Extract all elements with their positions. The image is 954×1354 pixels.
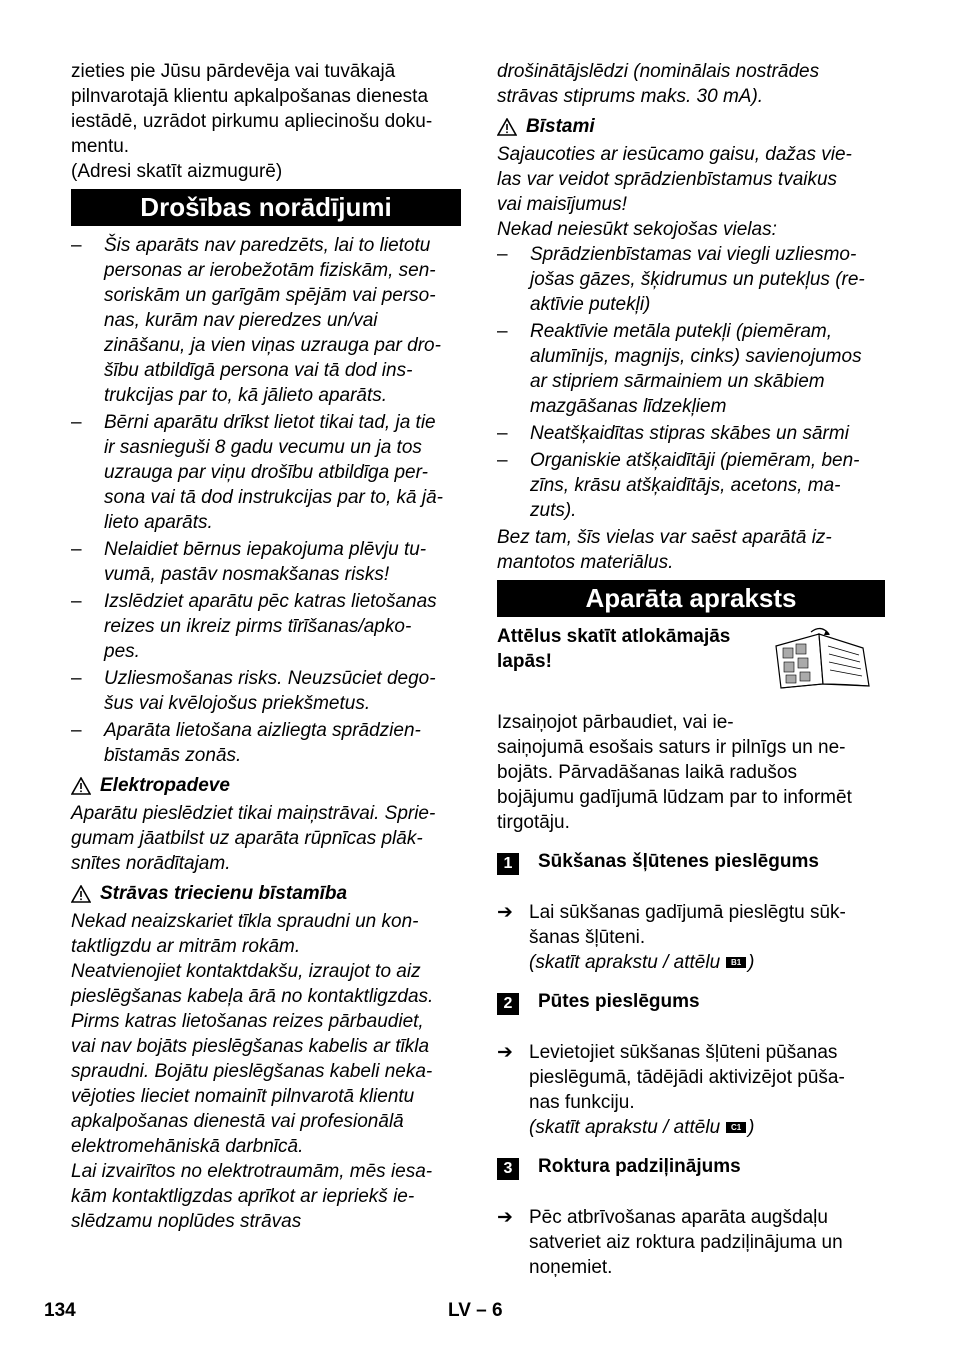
text-line: pilnvarotajā klientu apkalpošanas dienesta: [71, 86, 429, 107]
list-item-line: Organiskie atšķaidītāji (piemēram, ben-: [530, 450, 860, 471]
danger-list-item: [497, 421, 885, 446]
instruction-line: noņemiet.: [529, 1257, 613, 1278]
list-item-line: soriskām un garīgām spējām vai perso-: [104, 285, 436, 306]
instruction-step: [497, 1040, 885, 1115]
elektro-text: [71, 801, 461, 876]
list-item-line: Neatšķaidītas stipras skābes un sārmi: [530, 423, 849, 444]
list-item-line: zuts).: [530, 500, 577, 521]
text-line: bojājumu gadījumā lūdzam par to informēt: [497, 787, 852, 808]
danger-list-item: [497, 448, 885, 523]
footer-lang-code: LV: [448, 1300, 471, 1321]
figure-reference-close: ): [748, 952, 755, 973]
list-item-line: Aparāta lietošana aizliegta sprādzien-: [104, 720, 421, 741]
arrow-right-icon: ➔: [497, 1207, 513, 1228]
section-heading-description: Aparāta apraksts: [497, 580, 885, 617]
open-book-icon: [771, 624, 873, 690]
list-item-line: Uzliesmošanas risks. Neuzsūciet dego-: [104, 668, 436, 689]
component-title: Sūkšanas šļūtenes pieslēgums: [538, 851, 819, 872]
right-column: [497, 59, 885, 1280]
arrow-right-icon: ➔: [497, 902, 513, 923]
danger-text: [497, 142, 885, 242]
safety-list-item: [71, 718, 461, 768]
continued-text: [497, 59, 885, 109]
warning-title: Elektropadeve: [100, 775, 230, 796]
dash-bullet: –: [71, 720, 82, 741]
figure-badge: C1: [726, 1122, 746, 1133]
dash-bullet: –: [497, 321, 508, 342]
dash-bullet: –: [71, 235, 82, 256]
intro-paragraph: [71, 59, 461, 184]
list-item-line: vumā, pastāv nosmakšanas risks!: [104, 564, 390, 585]
text-line: vējoties lieciet nomainīt pilnvarotā klientu: [71, 1086, 415, 1107]
text-line: pieslēgšanas kabeļa ārā no kontaktligzdas.: [71, 986, 434, 1007]
warning-triangle-icon: [71, 777, 91, 795]
text-line: Nekad neiesūkt sekojošas vielas:: [497, 219, 777, 240]
warning-heading-danger: [497, 114, 885, 139]
warning-title: Strāvas triecienu bīstamība: [100, 883, 348, 904]
component-heading: [497, 849, 885, 875]
text-line: vai nav bojāts pieslēgšanas kabelis ar tīkla: [71, 1036, 430, 1057]
text-line: las var veidot sprādzienbīstamus tvaikus: [497, 169, 838, 190]
footer-lang-page: 6: [492, 1300, 503, 1321]
unpack-text: [497, 710, 885, 835]
warning-heading-elektro: [71, 773, 461, 798]
warning-title: Bīstami: [526, 116, 595, 137]
text-line: drošinātājslēdzi (nominālais nostrādes: [497, 61, 820, 82]
instruction-line: Levietojiet sūkšanas šļūteni pūšanas: [529, 1042, 838, 1063]
list-item-line: Reaktīvie metāla putekļi (piemēram,: [530, 321, 833, 342]
text-line: slēdzamu noplūdes strāvas: [71, 1211, 302, 1232]
instruction-line: Pēc atbrīvošanas aparāta augšdaļu: [529, 1207, 828, 1228]
dash-bullet: –: [497, 450, 508, 471]
dash-bullet: –: [497, 423, 508, 444]
footer-language-page: [448, 1298, 503, 1323]
list-item-line: trukcijas par to, kā jālieto aparāts.: [104, 385, 388, 406]
text-line: Neatvienojiet kontaktdakšu, izraujot to aiz: [71, 961, 421, 982]
text-line: zieties pie Jūsu pārdevēja vai tuvākajā: [71, 61, 396, 82]
safety-list-item: [71, 410, 461, 535]
danger-list-item: [497, 242, 885, 317]
dash-bullet: –: [497, 244, 508, 265]
figure-reference-close: ): [748, 1117, 755, 1138]
text-line: lapās!: [497, 651, 552, 672]
list-item-line: šību atbildīgā persona vai tā dod ins-: [104, 360, 413, 381]
text-line: Attēlus skatīt atlokāmajās: [497, 626, 731, 647]
list-item-line: nas, kurām nav pieredzes un/vai: [104, 310, 378, 331]
danger-list-item: [497, 319, 885, 419]
warning-heading-shock: [71, 881, 461, 906]
fold-note-block: [497, 624, 885, 694]
list-item-line: lieto aparāts.: [104, 512, 213, 533]
list-item-line: jošas gāzes, šķidrumus un putekļus (re-: [530, 269, 865, 290]
safety-list-item: [71, 589, 461, 664]
text-line: mantotos materiālus.: [497, 552, 674, 573]
safety-list-item: [71, 666, 461, 716]
safety-list: [71, 233, 461, 768]
component-number-badge: 3: [497, 1158, 519, 1180]
footer-sep: –: [476, 1300, 487, 1321]
list-item-line: šus vai kvēlojošus priekšmetus.: [104, 693, 371, 714]
text-line: bojāts. Pārvadāšanas laikā radušos: [497, 762, 797, 783]
list-item-line: ar stipriem sārmainiem un skābiem: [530, 371, 825, 392]
list-item-line: personas ar ierobežotām fiziskām, sen-: [104, 260, 436, 281]
list-item-line: Nelaidiet bērnus iepakojuma plēvju tu-: [104, 539, 427, 560]
text-line: apkalpošanas dienestā vai profesionālā: [71, 1111, 404, 1132]
text-line: saiņojumā esošais saturs ir pilnīgs un ne-: [497, 737, 846, 758]
arrow-right-icon: ➔: [497, 1042, 513, 1063]
section-heading-safety: Drošības norādījumi: [71, 189, 461, 226]
left-column: [71, 59, 461, 1234]
safety-list-item: [71, 233, 461, 408]
dash-bullet: –: [71, 668, 82, 689]
list-item-line: sona vai tā dod instrukcijas par to, kā jā-: [104, 487, 444, 508]
list-item-line: ir sasnieguši 8 gadu vecumu un ja tos: [104, 437, 422, 458]
text-line: tirgotāju.: [497, 812, 570, 833]
text-line: gumam jāatbilst uz aparāta rūpnīcas plāk-: [71, 828, 423, 849]
figure-reference-text: (skatīt aprakstu / attēlu: [529, 1117, 721, 1138]
text-line: Sajaucoties ar iesūcamo gaisu, dažas vie-: [497, 144, 852, 165]
instruction-line: pieslēgumā, tādējādi aktivizējot pūša-: [529, 1067, 845, 1088]
dash-bullet: –: [71, 539, 82, 560]
list-item-line: alumīnijs, magnijs, cinks) savienojumos: [530, 346, 862, 367]
component-number-badge: 1: [497, 853, 519, 875]
text-line: elektromehāniskā darbnīcā.: [71, 1136, 304, 1157]
page-number: 134: [44, 1300, 76, 1321]
text-line: vai maisījumus!: [497, 194, 627, 215]
instruction-line: šanas šļūteni.: [529, 927, 646, 948]
component-heading: [497, 1154, 885, 1180]
list-item-line: aktīvie putekļi): [530, 294, 651, 315]
dash-bullet: –: [71, 412, 82, 433]
safety-list-item: [71, 537, 461, 587]
text-line: taktligzdu ar mitrām rokām.: [71, 936, 301, 957]
component-number-badge: 2: [497, 993, 519, 1015]
list-item-line: Bērni aparātu drīkst lietot tikai tad, ja tie: [104, 412, 436, 433]
dash-bullet: –: [71, 591, 82, 612]
text-line: Aparātu pieslēdziet tikai maiņstrāvai. Sprie-: [71, 803, 436, 824]
component-heading: [497, 989, 885, 1015]
instruction-step: [497, 1205, 885, 1280]
text-line: mentu.: [71, 136, 130, 157]
shock-text: [71, 909, 461, 1234]
figure-reference: [497, 1115, 885, 1140]
text-line: Nekad neaizskariet tīkla spraudni un kon-: [71, 911, 419, 932]
instruction-line: Lai sūkšanas gadījumā pieslēgtu sūk-: [529, 902, 846, 923]
list-item-line: Izslēdziet aparātu pēc katras lietošanas: [104, 591, 437, 612]
component-title: Roktura padziļinājums: [538, 1156, 741, 1177]
instruction-line: satveriet aiz roktura padziļinājuma un: [529, 1232, 843, 1253]
warning-triangle-icon: [71, 885, 91, 903]
figure-badge: B1: [726, 957, 746, 968]
text-line: (Adresi skatīt aizmugurē): [71, 161, 283, 182]
component-title: Pūtes pieslēgums: [538, 991, 700, 1012]
list-item-line: Šis aparāts nav paredzēts, lai to lietotu: [104, 235, 431, 256]
text-line: kām kontaktligzdas aprīkot ar iepriekš ie-: [71, 1186, 415, 1207]
component-sections: [497, 849, 885, 1280]
list-item-line: uzrauga par viņu drošību atbildīga per-: [104, 462, 428, 483]
list-item-line: zīns, krāsu atšķaidītājs, acetons, ma-: [530, 475, 841, 496]
text-line: strāvas stiprums maks. 30 mA).: [497, 86, 764, 107]
figure-reference-text: (skatīt aprakstu / attēlu: [529, 952, 721, 973]
list-item-line: reizes un ikreiz pirms tīrīšanas/apko-: [104, 616, 412, 637]
text-line: Bez tam, šīs vielas var saēst aparātā iz-: [497, 527, 832, 548]
list-item-line: mazgāšanas līdzekļiem: [530, 396, 727, 417]
instruction-line: nas funkciju.: [529, 1092, 635, 1113]
text-line: spraudni. Bojātu pieslēgšanas kabeli neka-: [71, 1061, 433, 1082]
text-line: Pirms katras lietošanas reizes pārbaudiet,: [71, 1011, 424, 1032]
text-line: iestādē, uzrādot pirkumu apliecinošu doku-: [71, 111, 433, 132]
danger-list: [497, 242, 885, 523]
warning-triangle-icon: [497, 118, 517, 136]
danger-after-text: [497, 525, 885, 575]
list-item-line: Sprādzienbīstamas vai viegli uzliesmo-: [530, 244, 857, 265]
text-line: Izsaiņojot pārbaudiet, vai ie-: [497, 712, 734, 733]
list-item-line: zināšanu, ja vien viņas uzrauga par dro-: [104, 335, 441, 356]
text-line: snītes norādītajam.: [71, 853, 231, 874]
text-line: Lai izvairītos no elektrotraumām, mēs iesa-: [71, 1161, 433, 1182]
list-item-line: pes.: [104, 641, 140, 662]
figure-reference: [497, 950, 885, 975]
list-item-line: bīstamās zonās.: [104, 745, 242, 766]
instruction-step: [497, 900, 885, 950]
